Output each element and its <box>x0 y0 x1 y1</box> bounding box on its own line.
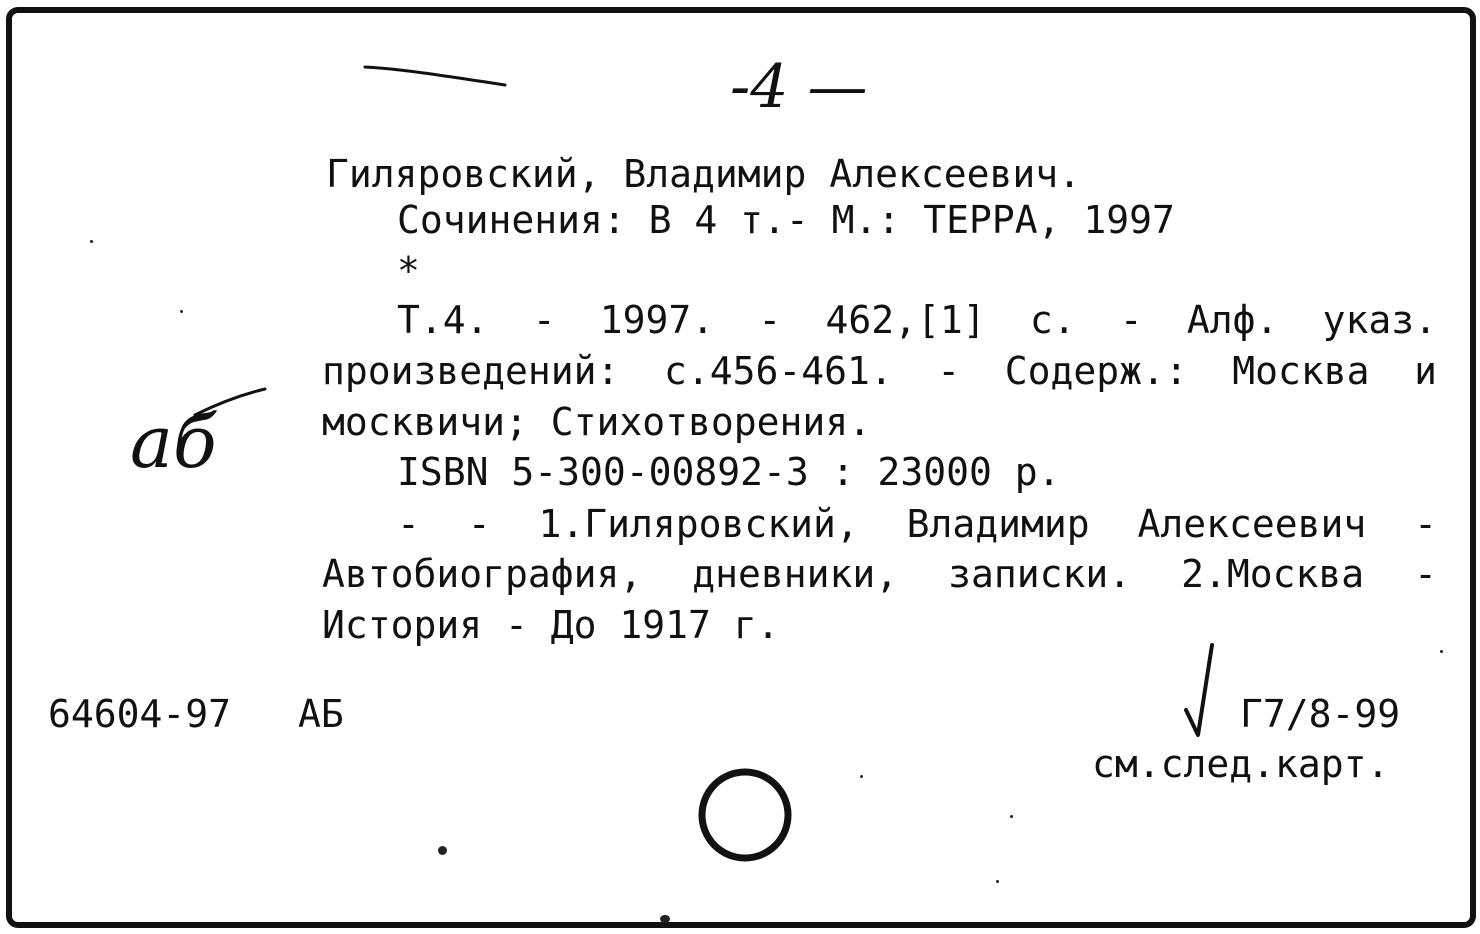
handwritten-flourish <box>190 385 270 425</box>
punch-hole-icon <box>690 760 800 870</box>
subject-line-3: История - До 1917 г. <box>322 603 780 647</box>
scan-speck <box>90 240 93 243</box>
handwritten-code: аб <box>130 400 217 484</box>
scan-speck <box>1440 650 1443 653</box>
scan-speck <box>660 915 670 923</box>
page-mark-dash-left: - <box>730 52 751 122</box>
volume-line-2: произведений: с.456-461. - Содерж.: Москва и <box>322 349 1437 393</box>
page-mark-dash-right: — <box>788 52 868 122</box>
page-mark-number: 4 <box>750 52 789 122</box>
isbn-line: ISBN 5-300-00892-3 : 23000 р. <box>397 450 1061 494</box>
pen-stroke-mark <box>360 55 520 100</box>
date-stamp: Г7/8-99 <box>1240 692 1401 736</box>
scan-speck <box>438 846 447 855</box>
asterisk: * <box>397 249 420 293</box>
see-next-card: см.след.карт. <box>1092 742 1390 786</box>
title-line: Сочинения: В 4 т.- М.: ТЕРРА, 1997 <box>397 198 1175 242</box>
volume-line-1: Т.4. - 1997. - 462,[1] с. - Алф. указ. <box>397 298 1437 342</box>
volume-line-3: москвичи; Стихотворения. <box>322 400 872 444</box>
author-heading: Гиляровский, Владимир Алексеевич. <box>326 152 1081 196</box>
scan-speck <box>1010 815 1013 818</box>
subject-line-1: - - 1.Гиляровский, Владимир Алексеевич - <box>397 502 1437 546</box>
inventory-code: АБ <box>298 692 344 736</box>
page-mark <box>730 52 868 122</box>
scan-speck <box>180 310 183 313</box>
scan-speck <box>860 775 863 778</box>
inventory-number: 64604-97 <box>48 692 232 736</box>
scan-speck <box>996 880 999 883</box>
subject-line-2: Автобиография, дневники, записки. 2.Москва - <box>322 552 1437 596</box>
check-mark-icon <box>1180 640 1220 740</box>
